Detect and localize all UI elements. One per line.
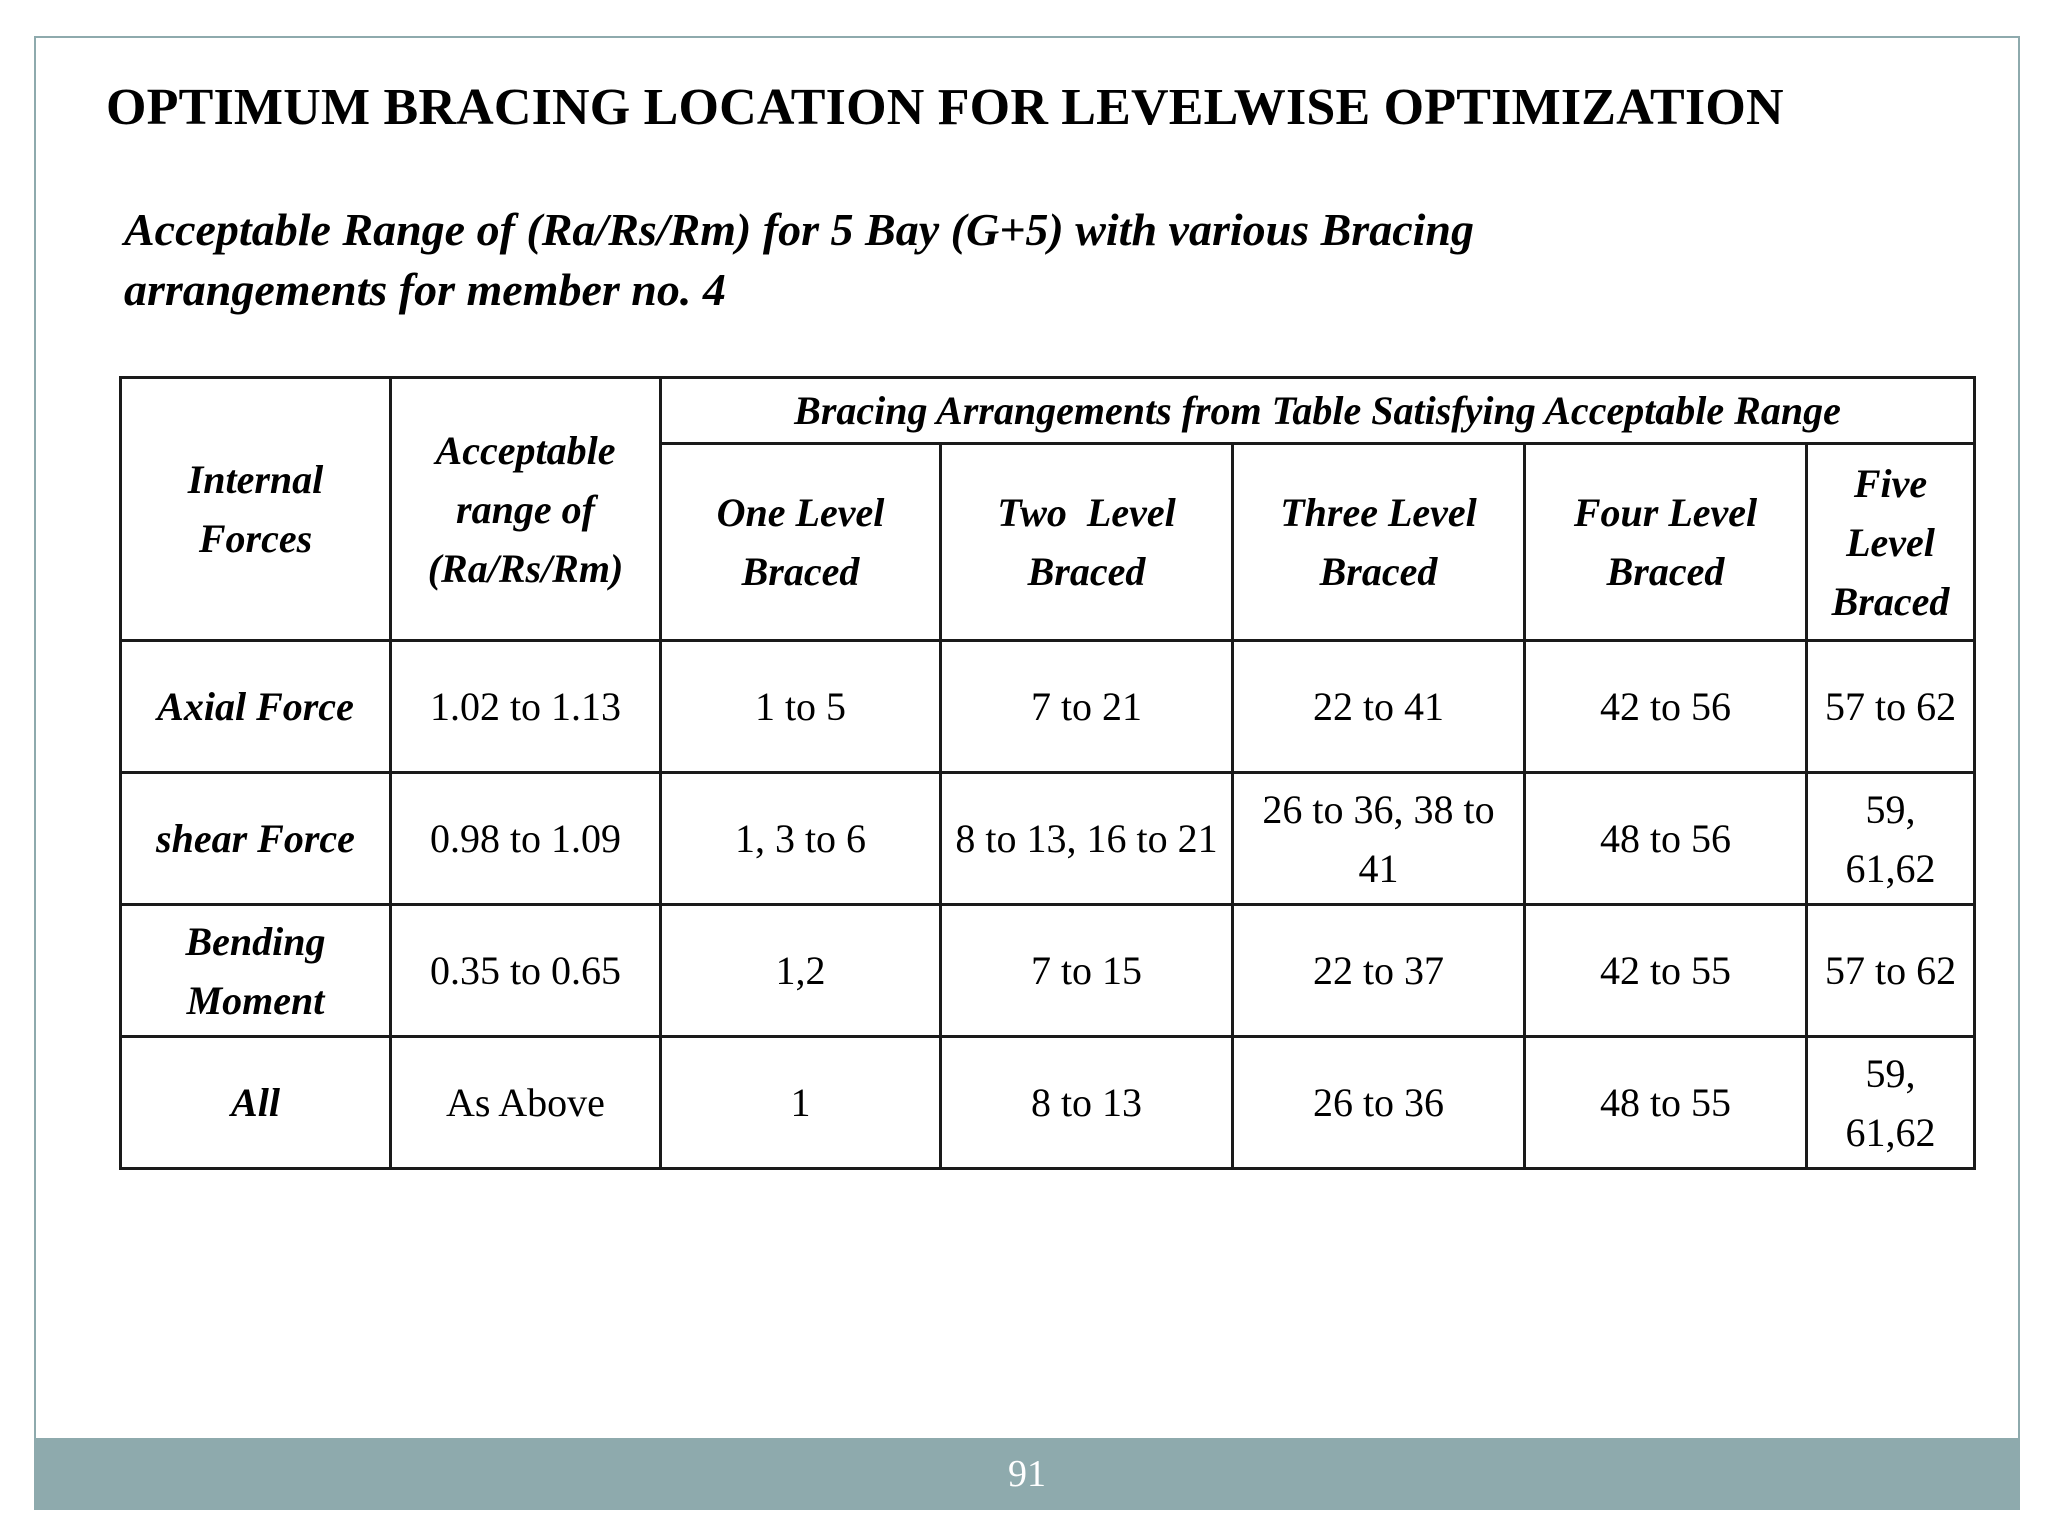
table-cell: 59, 61,62 (1807, 1037, 1975, 1169)
table-caption (124, 200, 1804, 320)
header-three-level-braced: Three Level Braced (1233, 444, 1525, 641)
page-number: 91 (1008, 1453, 1046, 1495)
table-cell: 7 to 15 (941, 905, 1233, 1037)
slide-title: OPTIMUM BRACING LOCATION FOR LEVELWISE OPTIMIZATION (106, 79, 1784, 136)
table-cell: 26 to 36 (1233, 1037, 1525, 1169)
table-cell: 1 (661, 1037, 941, 1169)
acceptable-range-cell: 0.98 to 1.09 (391, 773, 661, 905)
table-cell: 57 to 62 (1807, 905, 1975, 1037)
table-cell: 1,2 (661, 905, 941, 1037)
table-cell: 42 to 55 (1525, 905, 1807, 1037)
bracing-table (119, 376, 1976, 1170)
table-row (121, 641, 1975, 773)
table-cell: 8 to 13, 16 to 21 (941, 773, 1233, 905)
table-cell: 42 to 56 (1525, 641, 1807, 773)
table-cell: 57 to 62 (1807, 641, 1975, 773)
table-cell: 1 to 5 (661, 641, 941, 773)
table-cell: 22 to 41 (1233, 641, 1525, 773)
acceptable-range-cell: 1.02 to 1.13 (391, 641, 661, 773)
row-label-bending-moment: Bending Moment (121, 905, 391, 1037)
footer-bar (34, 1438, 2020, 1510)
table-cell: 22 to 37 (1233, 905, 1525, 1037)
table-cell: 1, 3 to 6 (661, 773, 941, 905)
table-caption-line-2: arrangements for member no. 4 (124, 264, 726, 315)
table-cell: 59, 61,62 (1807, 773, 1975, 905)
header-five-level-braced: Five Level Braced (1807, 444, 1975, 641)
acceptable-range-cell: 0.35 to 0.65 (391, 905, 661, 1037)
table-cell: 48 to 56 (1525, 773, 1807, 905)
header-four-level-braced: Four Level Braced (1525, 444, 1807, 641)
row-label-shear-force: shear Force (121, 773, 391, 905)
acceptable-range-cell: As Above (391, 1037, 661, 1169)
table-row (121, 773, 1975, 905)
table-row (121, 905, 1975, 1037)
header-two-level-braced: Two Level Braced (941, 444, 1233, 641)
header-one-level-braced: One Level Braced (661, 444, 941, 641)
table-cell: 8 to 13 (941, 1037, 1233, 1169)
table-cell: 26 to 36, 38 to 41 (1233, 773, 1525, 905)
table-row (121, 1037, 1975, 1169)
header-acceptable-range: Acceptable range of (Ra/Rs/Rm) (391, 378, 661, 641)
header-bracing-arrangements: Bracing Arrangements from Table Satisfying Acceptable Range (661, 378, 1975, 444)
header-internal-forces: Internal Forces (121, 378, 391, 641)
table-cell: 48 to 55 (1525, 1037, 1807, 1169)
table-caption-line-1: Acceptable Range of (Ra/Rs/Rm) for 5 Bay (G+5) with various Bracing (124, 204, 1474, 255)
row-label-all: All (121, 1037, 391, 1169)
row-label-axial-force: Axial Force (121, 641, 391, 773)
table-cell: 7 to 21 (941, 641, 1233, 773)
